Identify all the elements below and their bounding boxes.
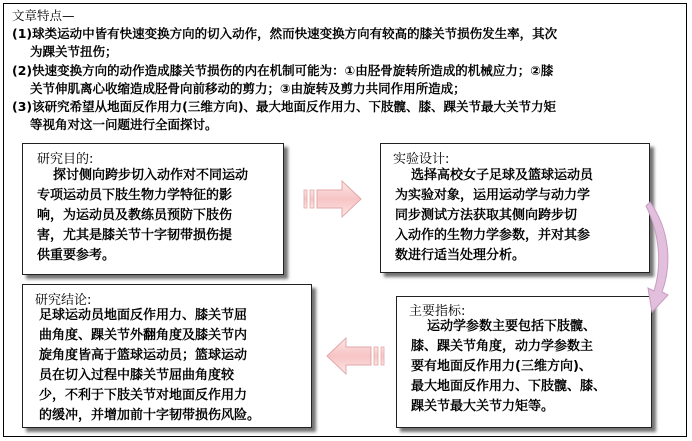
indicators-title: 主要指标:: [409, 304, 466, 319]
purpose-line: 专项运动员下肢生物力学特征的影: [37, 188, 233, 203]
purpose-title: 研究目的:: [37, 152, 94, 167]
arrow-right: [304, 180, 362, 218]
conclusion-line: 曲角度、踝关节外翻角度及膝关节内: [39, 328, 248, 343]
purpose-box: [22, 143, 284, 275]
header-line: (2)快速变换方向的动作造成膝关节损伤的内在机制可能为：①由胫骨旋转所造成的机械应力；②膝: [12, 63, 554, 78]
indicators-line: 膝、踝关节角度，动力学参数主: [411, 339, 594, 354]
indicators-line: 运动学参数主要包括下肢髋、: [427, 319, 597, 334]
header-line: 关节伸肌离心收缩造成胫骨向前移动的剪力；③由旋转及剪力共同作用所造成；: [30, 81, 466, 96]
purpose-line: 探讨侧向跨步切入动作对不同运动: [53, 168, 249, 183]
design-line: 入动作的生物力学参数，并对其参: [395, 228, 591, 243]
arrow-left: [326, 337, 384, 375]
purpose-line: 响，为运动员及教练员预防下肢伤: [37, 208, 233, 223]
indicators-line: 踝关节最大关节力矩等。: [411, 399, 555, 414]
purpose-line: 害，尤其是膝关节十字韧带损伤提: [37, 228, 233, 243]
purpose-line: 供重要参考。: [37, 248, 116, 263]
conclusion-title: 研究结论:: [35, 293, 92, 308]
design-box: [380, 143, 650, 273]
header-line: 等视角对这一问题进行全面探讨。: [30, 117, 218, 132]
design-title: 实验设计:: [393, 152, 450, 167]
conclusion-line: 少，不利于下肢关节对地面反作用力: [39, 388, 248, 403]
design-line: 同步测试方法获取其侧向跨步切: [395, 208, 578, 223]
indicators-line: 要有地面反作用力(三维方向)、: [411, 359, 592, 374]
conclusion-line: 足球运动员地面反作用力、膝关节屈: [39, 308, 248, 323]
conclusion-line: 的缓冲，并增加前十字韧带损伤风险。: [39, 408, 261, 423]
conclusion-line: 员在切入过程中膝关节屈曲角度较: [39, 368, 235, 383]
indicators-line: 最大地面反作用力、下肢髋、膝、: [411, 379, 607, 394]
design-line: 选择高校女子足球及篮球运动员: [411, 168, 594, 183]
design-line: 为实验对象，运用运动学与动力学: [395, 188, 591, 203]
header-title: 文章特点—: [12, 8, 75, 23]
header-line: (1)球类运动中皆有快速变换方向的切入动作，然而快速变换方向有较高的膝关节损伤发生率，其次: [12, 26, 558, 41]
conclusion-box: [22, 284, 312, 428]
curved-arrow: [640, 200, 676, 315]
conclusion-line: 旋角度皆高于篮球运动员；篮球运动: [39, 348, 248, 363]
header-line: 为踝关节扭伤；: [30, 44, 118, 59]
indicators-box: [396, 296, 652, 428]
header-line: (3)该研究希望从地面反作用力(三维方向)、最大地面反作用力、下肢髋、膝、踝关节最大关节力矩: [12, 99, 557, 114]
design-line: 数进行适当处理分析。: [395, 248, 526, 263]
